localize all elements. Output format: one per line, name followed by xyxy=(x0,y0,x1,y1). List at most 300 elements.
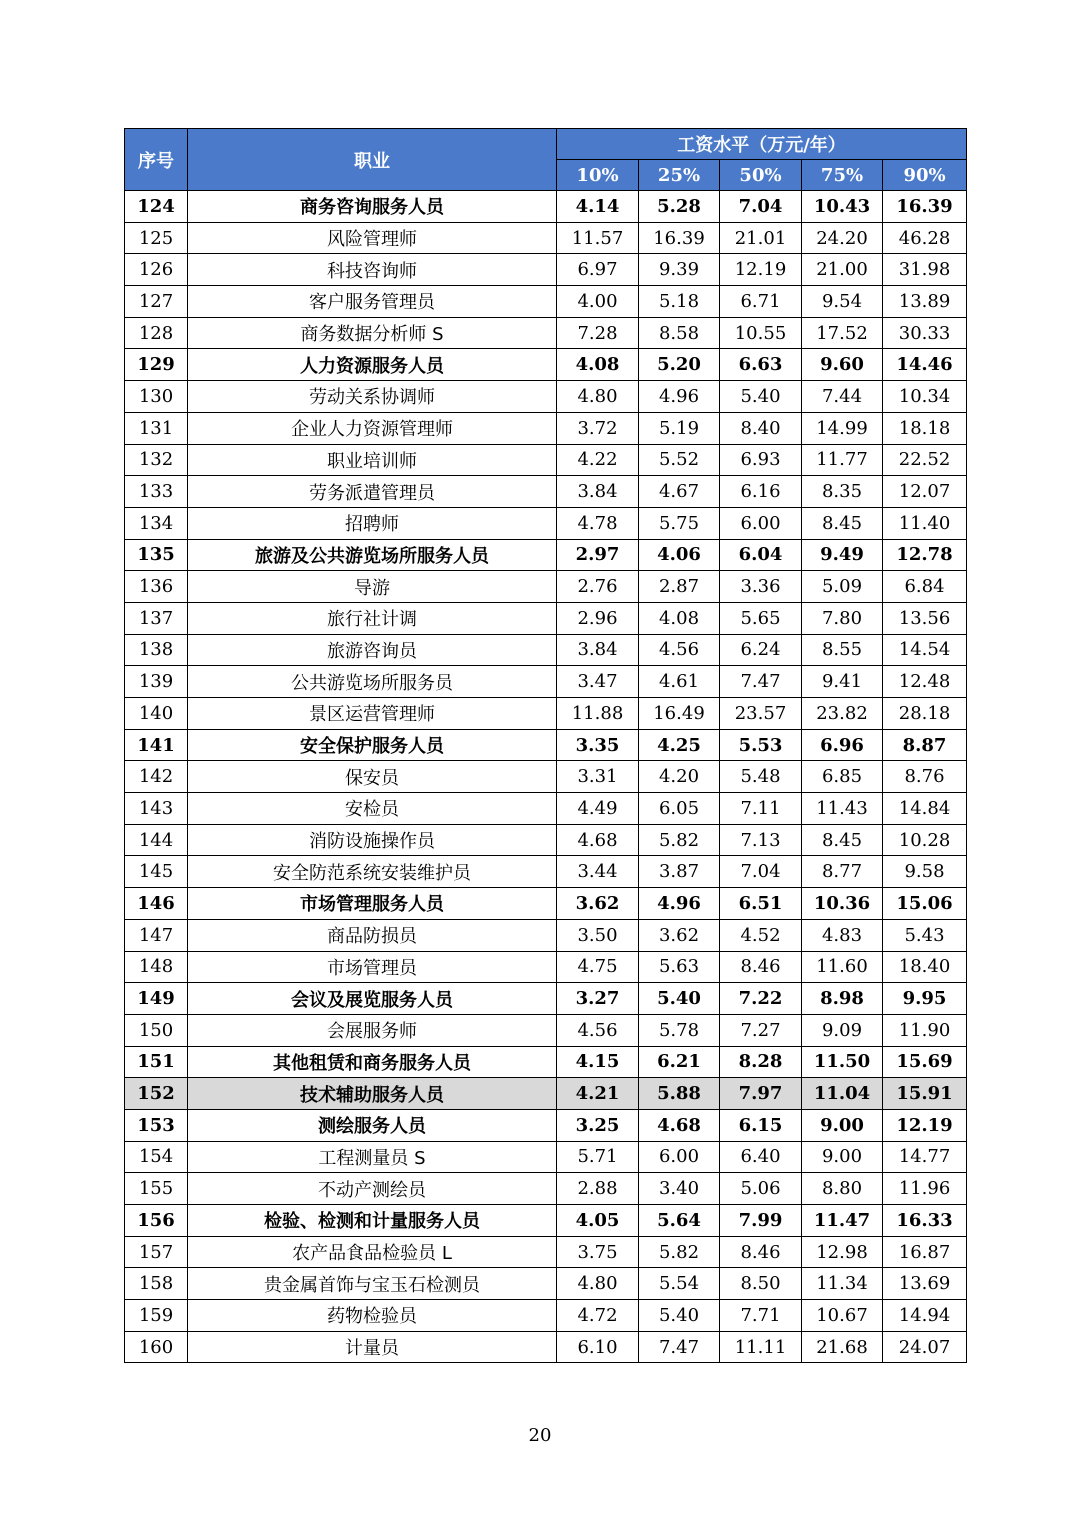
cell-p10: 3.27 xyxy=(557,983,639,1015)
cell-p10: 4.15 xyxy=(557,1046,639,1078)
header-p25: 25% xyxy=(639,160,720,191)
cell-p75: 9.09 xyxy=(802,1014,883,1046)
table-row xyxy=(125,761,967,793)
table-row xyxy=(125,919,967,951)
cell-p10: 3.35 xyxy=(557,729,639,761)
cell-p75: 7.44 xyxy=(802,381,883,413)
cell-seq: 160 xyxy=(125,1331,188,1363)
cell-occupation: 旅游咨询员 xyxy=(188,634,557,666)
cell-p75: 6.96 xyxy=(802,729,883,761)
cell-p50: 6.24 xyxy=(720,634,802,666)
cell-p10: 4.56 xyxy=(557,1014,639,1046)
cell-seq: 133 xyxy=(125,476,188,508)
cell-p25: 4.56 xyxy=(639,634,720,666)
cell-seq: 144 xyxy=(125,824,188,856)
cell-p25: 3.87 xyxy=(639,856,720,888)
table-row xyxy=(125,1173,967,1205)
header-p50: 50% xyxy=(720,160,802,191)
cell-occupation: 会议及展览服务人员 xyxy=(188,983,557,1015)
cell-p75: 11.50 xyxy=(802,1046,883,1078)
cell-p25: 5.40 xyxy=(639,983,720,1015)
cell-occupation: 旅游及公共游览场所服务人员 xyxy=(188,539,557,571)
table-row xyxy=(125,824,967,856)
table-row xyxy=(125,286,967,318)
cell-seq: 130 xyxy=(125,381,188,413)
cell-p10: 3.62 xyxy=(557,888,639,920)
cell-p10: 2.96 xyxy=(557,602,639,634)
cell-p25: 4.20 xyxy=(639,761,720,793)
cell-p50: 7.04 xyxy=(720,191,802,223)
cell-p10: 4.05 xyxy=(557,1205,639,1237)
cell-p75: 11.47 xyxy=(802,1205,883,1237)
cell-occupation: 职业培训师 xyxy=(188,444,557,476)
cell-p75: 4.83 xyxy=(802,919,883,951)
table-body xyxy=(125,191,967,1363)
cell-p10: 11.57 xyxy=(557,222,639,254)
cell-p50: 6.04 xyxy=(720,539,802,571)
cell-p10: 2.97 xyxy=(557,539,639,571)
cell-seq: 152 xyxy=(125,1078,188,1110)
cell-occupation: 科技咨询师 xyxy=(188,254,557,286)
cell-p25: 6.05 xyxy=(639,793,720,825)
cell-occupation: 其他租赁和商务服务人员 xyxy=(188,1046,557,1078)
cell-p90: 12.48 xyxy=(883,666,967,698)
cell-seq: 137 xyxy=(125,602,188,634)
cell-p50: 4.52 xyxy=(720,919,802,951)
cell-p25: 4.61 xyxy=(639,666,720,698)
cell-p90: 5.43 xyxy=(883,919,967,951)
cell-p75: 23.82 xyxy=(802,698,883,730)
cell-p75: 11.04 xyxy=(802,1078,883,1110)
category-row xyxy=(125,729,967,761)
cell-p10: 7.28 xyxy=(557,317,639,349)
cell-p25: 5.20 xyxy=(639,349,720,381)
cell-p90: 10.34 xyxy=(883,381,967,413)
table-row xyxy=(125,602,967,634)
cell-p75: 9.49 xyxy=(802,539,883,571)
cell-p25: 5.40 xyxy=(639,1300,720,1332)
cell-occupation: 消防设施操作员 xyxy=(188,824,557,856)
cell-p75: 11.60 xyxy=(802,951,883,983)
cell-p10: 4.21 xyxy=(557,1078,639,1110)
cell-p10: 4.08 xyxy=(557,349,639,381)
cell-p90: 12.19 xyxy=(883,1109,967,1141)
cell-p50: 7.04 xyxy=(720,856,802,888)
table-row xyxy=(125,1331,967,1363)
cell-seq: 132 xyxy=(125,444,188,476)
cell-p10: 6.10 xyxy=(557,1331,639,1363)
table-row xyxy=(125,507,967,539)
cell-p25: 3.40 xyxy=(639,1173,720,1205)
cell-p50: 6.16 xyxy=(720,476,802,508)
cell-p10: 4.00 xyxy=(557,286,639,318)
cell-p90: 11.96 xyxy=(883,1173,967,1205)
cell-p25: 9.39 xyxy=(639,254,720,286)
header-p90: 90% xyxy=(883,160,967,191)
cell-seq: 159 xyxy=(125,1300,188,1332)
category-row xyxy=(125,1109,967,1141)
cell-p25: 5.82 xyxy=(639,1236,720,1268)
table-row xyxy=(125,317,967,349)
cell-p10: 3.25 xyxy=(557,1109,639,1141)
cell-p50: 5.06 xyxy=(720,1173,802,1205)
table-row xyxy=(125,698,967,730)
cell-occupation: 客户服务管理员 xyxy=(188,286,557,318)
table-row xyxy=(125,381,967,413)
cell-occupation: 安全保护服务人员 xyxy=(188,729,557,761)
cell-seq: 145 xyxy=(125,856,188,888)
table-row xyxy=(125,412,967,444)
cell-p50: 11.11 xyxy=(720,1331,802,1363)
cell-occupation: 不动产测绘员 xyxy=(188,1173,557,1205)
cell-p10: 2.76 xyxy=(557,571,639,603)
cell-p75: 11.34 xyxy=(802,1268,883,1300)
cell-seq: 139 xyxy=(125,666,188,698)
cell-p90: 15.69 xyxy=(883,1046,967,1078)
cell-p90: 13.89 xyxy=(883,286,967,318)
cell-p50: 6.51 xyxy=(720,888,802,920)
cell-p90: 16.39 xyxy=(883,191,967,223)
cell-p75: 8.45 xyxy=(802,507,883,539)
cell-occupation: 会展服务师 xyxy=(188,1014,557,1046)
cell-p75: 8.55 xyxy=(802,634,883,666)
table-row xyxy=(125,856,967,888)
header-wage-group: 工资水平（万元/年） xyxy=(557,129,967,160)
cell-p90: 14.84 xyxy=(883,793,967,825)
table-row xyxy=(125,666,967,698)
cell-p10: 2.88 xyxy=(557,1173,639,1205)
cell-p10: 11.88 xyxy=(557,698,639,730)
cell-p75: 17.52 xyxy=(802,317,883,349)
cell-occupation: 农产品食品检验员 L xyxy=(188,1236,557,1268)
cell-p50: 8.46 xyxy=(720,951,802,983)
cell-p75: 8.80 xyxy=(802,1173,883,1205)
cell-seq: 129 xyxy=(125,349,188,381)
cell-p90: 28.18 xyxy=(883,698,967,730)
cell-p90: 9.95 xyxy=(883,983,967,1015)
cell-seq: 147 xyxy=(125,919,188,951)
cell-p10: 4.80 xyxy=(557,381,639,413)
cell-p50: 8.50 xyxy=(720,1268,802,1300)
cell-seq: 146 xyxy=(125,888,188,920)
cell-seq: 155 xyxy=(125,1173,188,1205)
category-row xyxy=(125,888,967,920)
cell-p90: 8.87 xyxy=(883,729,967,761)
cell-seq: 128 xyxy=(125,317,188,349)
cell-p75: 6.85 xyxy=(802,761,883,793)
cell-p90: 11.40 xyxy=(883,507,967,539)
cell-seq: 154 xyxy=(125,1141,188,1173)
cell-p90: 14.46 xyxy=(883,349,967,381)
cell-p75: 8.98 xyxy=(802,983,883,1015)
cell-seq: 141 xyxy=(125,729,188,761)
cell-p25: 5.64 xyxy=(639,1205,720,1237)
cell-p25: 5.75 xyxy=(639,507,720,539)
cell-seq: 135 xyxy=(125,539,188,571)
cell-occupation: 计量员 xyxy=(188,1331,557,1363)
cell-p50: 7.47 xyxy=(720,666,802,698)
cell-p50: 10.55 xyxy=(720,317,802,349)
header-seq: 序号 xyxy=(125,129,188,191)
cell-p25: 4.96 xyxy=(639,381,720,413)
cell-p90: 15.91 xyxy=(883,1078,967,1110)
cell-p50: 7.27 xyxy=(720,1014,802,1046)
cell-p75: 21.68 xyxy=(802,1331,883,1363)
cell-p50: 7.11 xyxy=(720,793,802,825)
cell-seq: 153 xyxy=(125,1109,188,1141)
cell-p25: 5.28 xyxy=(639,191,720,223)
cell-p75: 9.54 xyxy=(802,286,883,318)
cell-p50: 8.40 xyxy=(720,412,802,444)
category-row xyxy=(125,1078,967,1110)
cell-p10: 3.72 xyxy=(557,412,639,444)
cell-seq: 136 xyxy=(125,571,188,603)
cell-p10: 5.71 xyxy=(557,1141,639,1173)
cell-p25: 16.49 xyxy=(639,698,720,730)
cell-occupation: 劳动关系协调师 xyxy=(188,381,557,413)
cell-p50: 6.63 xyxy=(720,349,802,381)
cell-p50: 23.57 xyxy=(720,698,802,730)
cell-seq: 157 xyxy=(125,1236,188,1268)
cell-seq: 126 xyxy=(125,254,188,286)
cell-p25: 5.78 xyxy=(639,1014,720,1046)
cell-p75: 11.77 xyxy=(802,444,883,476)
cell-p90: 31.98 xyxy=(883,254,967,286)
cell-p50: 3.36 xyxy=(720,571,802,603)
cell-p50: 5.48 xyxy=(720,761,802,793)
cell-p25: 4.08 xyxy=(639,602,720,634)
cell-p75: 24.20 xyxy=(802,222,883,254)
cell-occupation: 景区运营管理师 xyxy=(188,698,557,730)
cell-occupation: 技术辅助服务人员 xyxy=(188,1078,557,1110)
cell-seq: 150 xyxy=(125,1014,188,1046)
cell-occupation: 商务咨询服务人员 xyxy=(188,191,557,223)
cell-occupation: 商务数据分析师 S xyxy=(188,317,557,349)
category-row xyxy=(125,539,967,571)
cell-seq: 142 xyxy=(125,761,188,793)
cell-p10: 3.84 xyxy=(557,476,639,508)
cell-seq: 140 xyxy=(125,698,188,730)
cell-p75: 8.35 xyxy=(802,476,883,508)
cell-p25: 6.21 xyxy=(639,1046,720,1078)
table-row xyxy=(125,951,967,983)
cell-p90: 15.06 xyxy=(883,888,967,920)
cell-p10: 3.50 xyxy=(557,919,639,951)
category-row xyxy=(125,349,967,381)
cell-p50: 6.93 xyxy=(720,444,802,476)
cell-p50: 8.28 xyxy=(720,1046,802,1078)
cell-occupation: 旅行社计调 xyxy=(188,602,557,634)
cell-p50: 7.97 xyxy=(720,1078,802,1110)
cell-p90: 12.78 xyxy=(883,539,967,571)
header-p75: 75% xyxy=(802,160,883,191)
cell-p25: 6.00 xyxy=(639,1141,720,1173)
table-row xyxy=(125,254,967,286)
wage-table xyxy=(124,128,967,1363)
cell-occupation: 药物检验员 xyxy=(188,1300,557,1332)
cell-seq: 138 xyxy=(125,634,188,666)
cell-occupation: 检验、检测和计量服务人员 xyxy=(188,1205,557,1237)
cell-p25: 2.87 xyxy=(639,571,720,603)
cell-occupation: 测绘服务人员 xyxy=(188,1109,557,1141)
cell-p25: 4.96 xyxy=(639,888,720,920)
cell-p50: 21.01 xyxy=(720,222,802,254)
cell-p50: 7.22 xyxy=(720,983,802,1015)
table-row xyxy=(125,476,967,508)
cell-p10: 4.14 xyxy=(557,191,639,223)
cell-p75: 9.00 xyxy=(802,1109,883,1141)
table-row xyxy=(125,634,967,666)
table-row xyxy=(125,793,967,825)
cell-p25: 5.82 xyxy=(639,824,720,856)
cell-p10: 3.84 xyxy=(557,634,639,666)
cell-p90: 6.84 xyxy=(883,571,967,603)
cell-seq: 149 xyxy=(125,983,188,1015)
category-row xyxy=(125,1205,967,1237)
cell-p75: 14.99 xyxy=(802,412,883,444)
table-row xyxy=(125,1141,967,1173)
cell-p25: 4.06 xyxy=(639,539,720,571)
cell-p75: 9.41 xyxy=(802,666,883,698)
cell-seq: 124 xyxy=(125,191,188,223)
cell-p50: 5.40 xyxy=(720,381,802,413)
cell-p50: 6.71 xyxy=(720,286,802,318)
cell-p25: 5.88 xyxy=(639,1078,720,1110)
category-row xyxy=(125,1046,967,1078)
category-row xyxy=(125,191,967,223)
cell-p50: 7.13 xyxy=(720,824,802,856)
cell-p10: 3.75 xyxy=(557,1236,639,1268)
cell-p90: 8.76 xyxy=(883,761,967,793)
cell-p75: 9.00 xyxy=(802,1141,883,1173)
cell-p50: 8.46 xyxy=(720,1236,802,1268)
table-row xyxy=(125,222,967,254)
header-occupation: 职业 xyxy=(188,129,557,191)
cell-p25: 5.19 xyxy=(639,412,720,444)
cell-occupation: 招聘师 xyxy=(188,507,557,539)
cell-p90: 30.33 xyxy=(883,317,967,349)
cell-occupation: 市场管理服务人员 xyxy=(188,888,557,920)
cell-p90: 16.33 xyxy=(883,1205,967,1237)
table-row xyxy=(125,1236,967,1268)
cell-p75: 10.36 xyxy=(802,888,883,920)
table-row xyxy=(125,571,967,603)
cell-occupation: 劳务派遣管理员 xyxy=(188,476,557,508)
cell-seq: 134 xyxy=(125,507,188,539)
cell-p10: 3.44 xyxy=(557,856,639,888)
cell-p90: 14.54 xyxy=(883,634,967,666)
cell-p50: 5.53 xyxy=(720,729,802,761)
cell-p50: 5.65 xyxy=(720,602,802,634)
cell-p25: 5.52 xyxy=(639,444,720,476)
cell-p50: 6.40 xyxy=(720,1141,802,1173)
cell-p75: 8.45 xyxy=(802,824,883,856)
cell-occupation: 导游 xyxy=(188,571,557,603)
cell-p25: 5.18 xyxy=(639,286,720,318)
cell-occupation: 企业人力资源管理师 xyxy=(188,412,557,444)
cell-p90: 13.69 xyxy=(883,1268,967,1300)
cell-p25: 5.54 xyxy=(639,1268,720,1300)
cell-p10: 4.72 xyxy=(557,1300,639,1332)
cell-seq: 127 xyxy=(125,286,188,318)
cell-seq: 148 xyxy=(125,951,188,983)
cell-p75: 10.43 xyxy=(802,191,883,223)
cell-p50: 6.00 xyxy=(720,507,802,539)
cell-occupation: 安检员 xyxy=(188,793,557,825)
cell-p90: 18.40 xyxy=(883,951,967,983)
cell-p90: 10.28 xyxy=(883,824,967,856)
category-row xyxy=(125,983,967,1015)
cell-p90: 22.52 xyxy=(883,444,967,476)
cell-p10: 4.22 xyxy=(557,444,639,476)
cell-occupation: 安全防范系统安装维护员 xyxy=(188,856,557,888)
table-row xyxy=(125,1268,967,1300)
cell-seq: 125 xyxy=(125,222,188,254)
header-p10: 10% xyxy=(557,160,639,191)
cell-p90: 16.87 xyxy=(883,1236,967,1268)
cell-seq: 158 xyxy=(125,1268,188,1300)
cell-p10: 4.49 xyxy=(557,793,639,825)
cell-p25: 3.62 xyxy=(639,919,720,951)
cell-occupation: 工程测量员 S xyxy=(188,1141,557,1173)
cell-p50: 7.99 xyxy=(720,1205,802,1237)
cell-p90: 11.90 xyxy=(883,1014,967,1046)
cell-p75: 12.98 xyxy=(802,1236,883,1268)
cell-p10: 4.78 xyxy=(557,507,639,539)
cell-occupation: 保安员 xyxy=(188,761,557,793)
cell-p25: 4.67 xyxy=(639,476,720,508)
cell-p75: 9.60 xyxy=(802,349,883,381)
cell-seq: 151 xyxy=(125,1046,188,1078)
cell-p10: 3.31 xyxy=(557,761,639,793)
cell-p25: 4.25 xyxy=(639,729,720,761)
cell-p75: 7.80 xyxy=(802,602,883,634)
cell-seq: 131 xyxy=(125,412,188,444)
table-row xyxy=(125,444,967,476)
cell-p10: 6.97 xyxy=(557,254,639,286)
table-row xyxy=(125,1014,967,1046)
cell-p90: 18.18 xyxy=(883,412,967,444)
cell-p75: 8.77 xyxy=(802,856,883,888)
cell-p75: 21.00 xyxy=(802,254,883,286)
cell-occupation: 人力资源服务人员 xyxy=(188,349,557,381)
cell-p90: 12.07 xyxy=(883,476,967,508)
cell-p50: 7.71 xyxy=(720,1300,802,1332)
cell-p25: 8.58 xyxy=(639,317,720,349)
cell-seq: 143 xyxy=(125,793,188,825)
cell-p90: 9.58 xyxy=(883,856,967,888)
cell-p75: 10.67 xyxy=(802,1300,883,1332)
cell-p25: 16.39 xyxy=(639,222,720,254)
cell-p90: 46.28 xyxy=(883,222,967,254)
page-number: 20 xyxy=(528,1425,552,1446)
cell-occupation: 风险管理师 xyxy=(188,222,557,254)
cell-p10: 4.68 xyxy=(557,824,639,856)
table-header xyxy=(125,129,967,191)
cell-seq: 156 xyxy=(125,1205,188,1237)
cell-p90: 24.07 xyxy=(883,1331,967,1363)
table-row xyxy=(125,1300,967,1332)
cell-p90: 14.94 xyxy=(883,1300,967,1332)
cell-occupation: 公共游览场所服务员 xyxy=(188,666,557,698)
cell-p90: 14.77 xyxy=(883,1141,967,1173)
cell-p25: 5.63 xyxy=(639,951,720,983)
cell-p25: 7.47 xyxy=(639,1331,720,1363)
cell-p50: 12.19 xyxy=(720,254,802,286)
cell-p75: 5.09 xyxy=(802,571,883,603)
cell-p10: 4.75 xyxy=(557,951,639,983)
cell-p75: 11.43 xyxy=(802,793,883,825)
